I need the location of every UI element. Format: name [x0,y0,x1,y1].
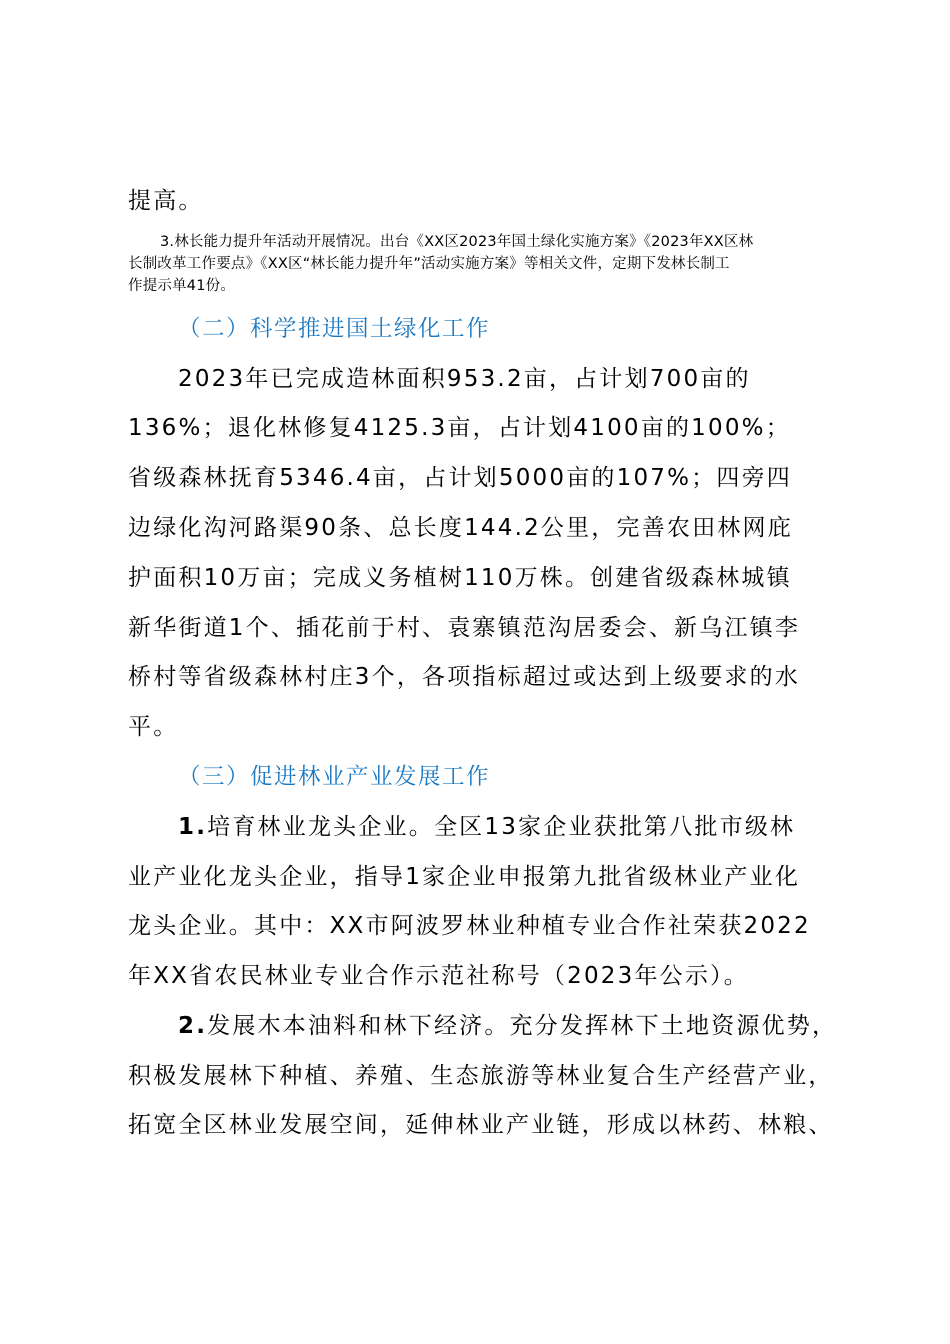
section3-p2-line: 拓宽全区林业发展空间，延伸林业产业链，形成以林药、林粮、 [128,1112,834,1138]
section2-line: 新华街道1个、插花前于村、袁寨镇范沟居委会、新乌江镇李 [128,615,801,641]
p2-number: 2. [178,1013,208,1039]
section2-line: 省级森林抚育5346.4亩，占计划5000亩的107%；四旁四 [128,465,792,491]
item3-line: 作提示单41份。 [128,278,236,294]
section3-heading: （三）促进林业产业发展工作 [178,764,491,790]
section2-line: 桥村等省级森林村庄3个，各项指标超过或达到上级要求的水 [128,664,801,690]
section3-p1-line: 年XX省农民林业专业合作示范社称号（2023年公示）。 [128,963,749,989]
p2-lead-text: 发展木本油料和林下经济。充分发挥林下土地资源优势， [207,1013,838,1039]
intro-tail-text: 提高。 [128,188,204,214]
section3-p1-line: 龙头企业。其中：XX市阿波罗林业种植专业合作社荣获2022 [128,913,811,939]
section2-line: 边绿化沟河路渠90条、总长度144.2公里，完善农田林网庇 [128,515,793,541]
p1-lead-text: 培育林业龙头企业。全区13家企业获批第八批市级林 [207,814,796,840]
section2-line: 护面积10万亩；完成义务植树110万株。创建省级森林城镇 [128,565,792,591]
section2-line: 平。 [128,714,179,740]
section2-line: 2023年已完成造林面积953.2亩，占计划700亩的 [178,366,751,392]
item3-line: 长制改革工作要点》《XX区“林长能力提升年”活动实施方案》等相关文件，定期下发林长制工 [128,256,730,272]
section2-line: 136%；退化林修复4125.3亩，占计划4100亩的100%； [128,415,791,441]
section3-p2-line: 积极发展林下种植、养殖、生态旅游等林业复合生产经营产业， [128,1063,834,1089]
section3-p2-first-line [178,1011,837,1041]
section3-p1-line: 业产业化龙头企业，指导1家企业申报第九批省级林业产业化 [128,864,801,890]
section2-heading: （二）科学推进国土绿化工作 [178,316,491,342]
item3-line: 3.林长能力提升年活动开展情况。出台《XX区2023年国土绿化实施方案》《2023年XX区林 [160,234,754,250]
p1-number: 1. [178,814,208,840]
section3-p1-first-line [178,812,795,842]
